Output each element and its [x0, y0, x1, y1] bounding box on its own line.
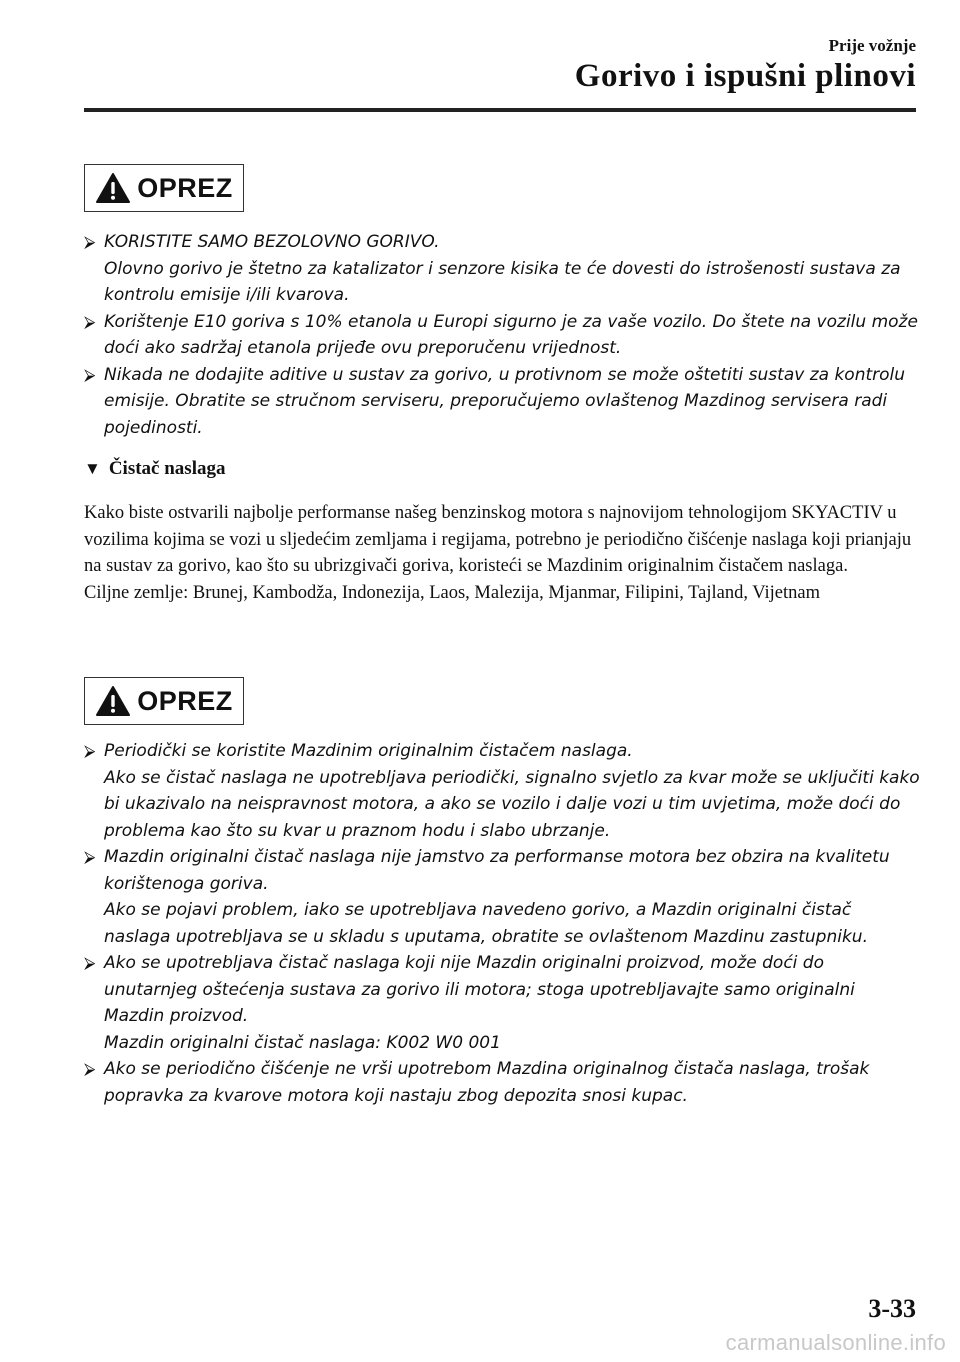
caution-box-2: [84, 677, 244, 725]
caution-item-text: Mazdin originalni čistač naslaga: K002 W0 001: [104, 1032, 501, 1053]
subheading: [84, 458, 225, 480]
arrow-bullet-icon: ⮚: [84, 741, 96, 760]
header-rule: [84, 108, 916, 112]
caution-item: [84, 309, 920, 362]
caution-item-text: Mazdin originalni čistač naslaga nije jamstvo za performanse motora bez obzira na kvalitetu korištenoga goriva.: [104, 847, 890, 894]
body-paragraph: Kako biste ostvarili najbolje performanse našeg benzinskog motora s najnovijom tehnologijom SKYACTIV u vozilima kojima se vozi u sljedećim zemljama i regijama, potrebno je periodično čišćenje naslaga koji prianjaju na sustav za gorivo, kao što su ubrizgivači goriva, koristeći se Mazdinim originalnim čistačem naslaga.: [84, 503, 912, 576]
watermark: carmanualsonline.info: [725, 1330, 946, 1355]
caution-label: OPREZ: [137, 172, 233, 203]
subheading-text: Čistač naslaga: [108, 458, 226, 479]
caution-item-text: KORISTITE SAMO BEZOLOVNO GORIVO.: [104, 232, 440, 252]
caution-list-1: [84, 229, 920, 441]
body-paragraph: Ciljne zemlje: Brunej, Kambodža, Indonezija, Laos, Malezija, Mjanmar, Filipini, Tajland, Vijetnam: [84, 582, 820, 603]
caution-item: [84, 362, 920, 442]
page-title: Gorivo i ispušni plinovi: [574, 58, 916, 94]
caution-item: [84, 844, 920, 950]
warning-icon: [95, 685, 131, 717]
arrow-bullet-icon: ⮚: [84, 232, 96, 251]
arrow-bullet-icon: ⮚: [84, 364, 96, 384]
arrow-bullet-icon: ⮚: [84, 953, 96, 972]
triangle-down-icon: ▼: [84, 459, 101, 478]
caution-item: [84, 738, 920, 844]
caution-item-text: Korištenje E10 goriva s 10% etanola u Europi sigurno je za vaše vozilo. Do štete na vozilu može doći ako sadržaj etanola prijeđe ovu preporučenu vrijednost.: [104, 311, 918, 358]
arrow-bullet-icon: ⮚: [84, 311, 96, 331]
arrow-bullet-icon: ⮚: [84, 1059, 96, 1078]
caution-item: [84, 1056, 920, 1109]
section-name: Prije vožnje: [828, 36, 916, 55]
caution-item-text: Ako se pojavi problem, iako se upotrebljava navedeno gorivo, a Mazdin originalni čistač naslaga upotrebljava se u skladu s uputama, obratite se ovlaštenom Mazdinu zastupniku.: [104, 900, 868, 947]
page-number: 3-33: [868, 1294, 916, 1323]
caution-item-text: Periodički se koristite Mazdinim originalnim čistačem naslaga.: [104, 741, 633, 761]
warning-icon: [95, 172, 131, 204]
caution-item-text: Ako se čistač naslaga ne upotrebljava periodički, signalno svjetlo za kvar može se uključiti kako bi ukazivalo na neispravnost motora, a ako se vozilo i dalje vozi u tim uvjetima, može doći do problema kao što su kvar u praznom hodu i slabo ubrzanje.: [104, 767, 920, 841]
caution-item: [84, 950, 920, 1056]
page-header: [84, 36, 916, 95]
caution-item: [84, 229, 920, 309]
caution-item-text: Ako se upotrebljava čistač naslaga koji nije Mazdin originalni proizvod, može doći do unutarnjeg oštećenja sustava za gorivo ili motora; stoga upotrebljavajte samo originalni Mazdin proizvod.: [104, 953, 855, 1026]
caution-box-1: [84, 164, 244, 212]
caution-item-text: Ako se periodično čišćenje ne vrši upotrebom Mazdina originalnog čistača naslaga, trošak popravka za kvarove motora koji nastaju zbog depozita snosi kupac.: [104, 1059, 870, 1106]
caution-list-2: [84, 738, 920, 1109]
caution-label: OPREZ: [137, 685, 233, 716]
body-text: [84, 500, 914, 606]
caution-item-text: Nikada ne dodajite aditive u sustav za gorivo, u protivnom se može oštetiti sustav za kontrolu emisije. Obratite se stručnom serviseru, preporučujemo ovlaštenog Mazdinog servisera radi pojedinosti.: [104, 364, 906, 438]
arrow-bullet-icon: ⮚: [84, 847, 96, 866]
caution-item-text: Olovno gorivo je štetno za katalizator i senzore kisika te će dovesti do istrošenosti sustava za kontrolu emisije i/ili kvarova.: [104, 258, 901, 305]
